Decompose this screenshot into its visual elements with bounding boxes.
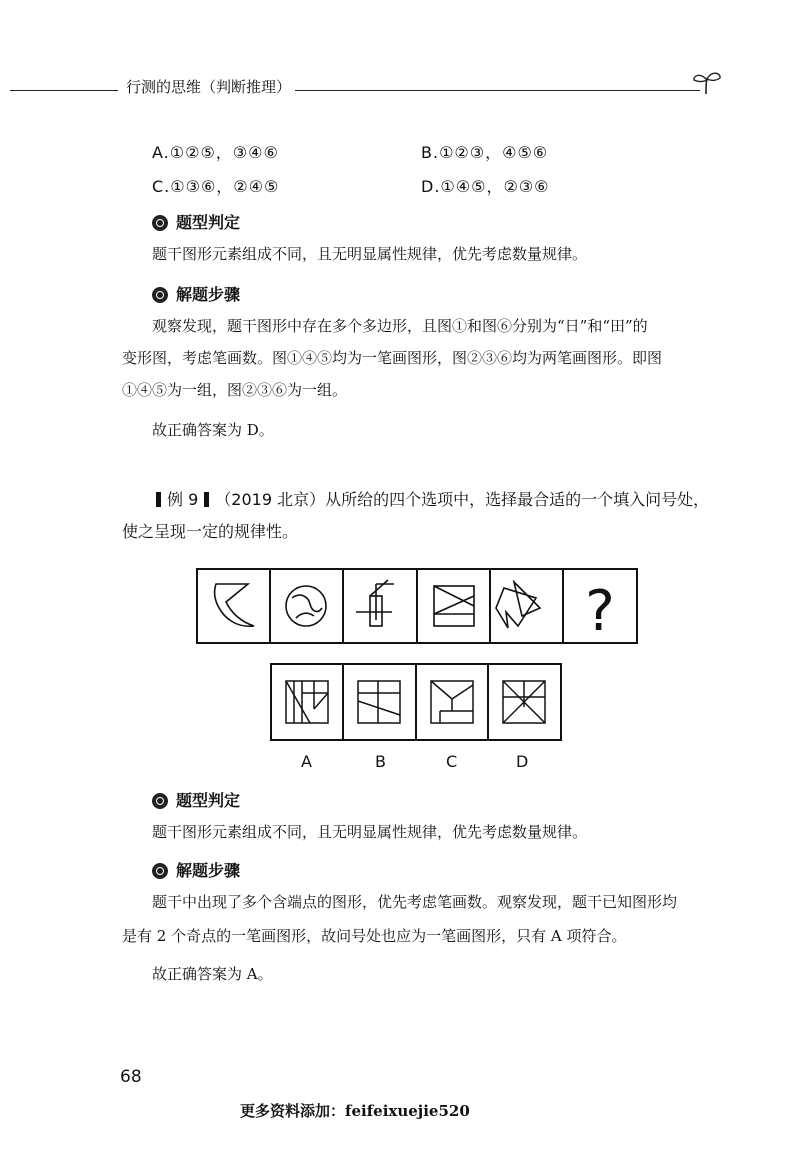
type-judgement-heading-2: 题型判定: [152, 788, 240, 811]
option-figure-b: [358, 681, 400, 723]
option-c-prev: C.①③⑥，②④⑤: [152, 177, 280, 196]
running-header: [0, 70, 800, 100]
solution-line-1: 观察发现，题干图形中存在多个多边形，且图①和图⑥分别为“日”和“田”的: [152, 317, 648, 335]
example-text-2: 使之呈现一定的规律性。: [122, 522, 299, 541]
option-figure-d: [503, 681, 545, 723]
solution-line-2-1: 题干中出现了多个含端点的图形，优先考虑笔画数。观察发现，题干已知图形均: [152, 893, 678, 911]
question-figure-3: [356, 580, 394, 626]
gear-bullet-icon: [152, 215, 168, 231]
solution-line-2-2: 是有 2 个奇点的一笔画图形，故问号处也应为一笔画图形，只有 A 项符合。: [122, 927, 627, 945]
pen-bullet-icon: [152, 287, 168, 303]
option-label-c: C: [446, 752, 458, 771]
options-figure-row: [270, 663, 562, 741]
answer-text-2: 故正确答案为 A。: [152, 965, 273, 983]
question-figure-4: [434, 586, 474, 626]
question-figure-2: [286, 586, 326, 626]
option-label-b: B: [375, 752, 386, 771]
option-label-d: D: [516, 752, 529, 771]
option-label-a: A: [301, 752, 312, 771]
question-figure-5: [496, 582, 540, 628]
bracket-right: [204, 492, 209, 507]
bracket-left: [156, 492, 161, 507]
page-number: 68: [120, 1067, 142, 1087]
example-heading: [150, 484, 709, 516]
pen-bullet-icon: [152, 863, 168, 879]
header-rule-right: [270, 90, 700, 91]
option-figure-c: [431, 681, 473, 723]
question-figure-1: [215, 584, 254, 626]
example-label: 例 9: [167, 490, 199, 509]
header-title: 行测的思维（判断推理）: [122, 76, 295, 97]
footer-note: 更多资料添加：feifeixuejie520: [240, 1102, 470, 1120]
question-mark: ?: [585, 579, 615, 644]
type-judgement-heading: 题型判定: [152, 210, 240, 233]
solution-line-3: ①④⑤为一组，图②③⑥为一组。: [122, 381, 348, 399]
option-b-prev: B.①②③，④⑤⑥: [421, 143, 549, 162]
type-judgement-text-2: 题干图形元素组成不同，且无明显属性规律，优先考虑数量规律。: [152, 823, 588, 841]
option-d-prev: D.①④⑤，②③⑥: [421, 177, 550, 196]
solution-line-2: 变形图，考虑笔画数。图①④⑤均为一笔画图形，图②③⑥均为两笔画图形。即图: [122, 349, 663, 367]
gear-bullet-icon: [152, 793, 168, 809]
solution-steps-heading: 解题步骤: [152, 282, 240, 305]
example-text-1: （2019 北京）从所给的四个选项中，选择最合适的一个填入问号处，: [215, 490, 710, 509]
solution-steps-heading-2: 解题步骤: [152, 858, 240, 881]
type-judgement-text: 题干图形元素组成不同，且无明显属性规律，优先考虑数量规律。: [152, 245, 588, 263]
question-figure-row: [196, 568, 638, 644]
answer-text: 故正确答案为 D。: [152, 421, 274, 439]
header-rule-left: [10, 90, 118, 91]
option-figure-a: [286, 681, 328, 723]
sprout-icon: [690, 70, 724, 96]
option-a-prev: A.①②⑤，③④⑥: [152, 143, 279, 162]
